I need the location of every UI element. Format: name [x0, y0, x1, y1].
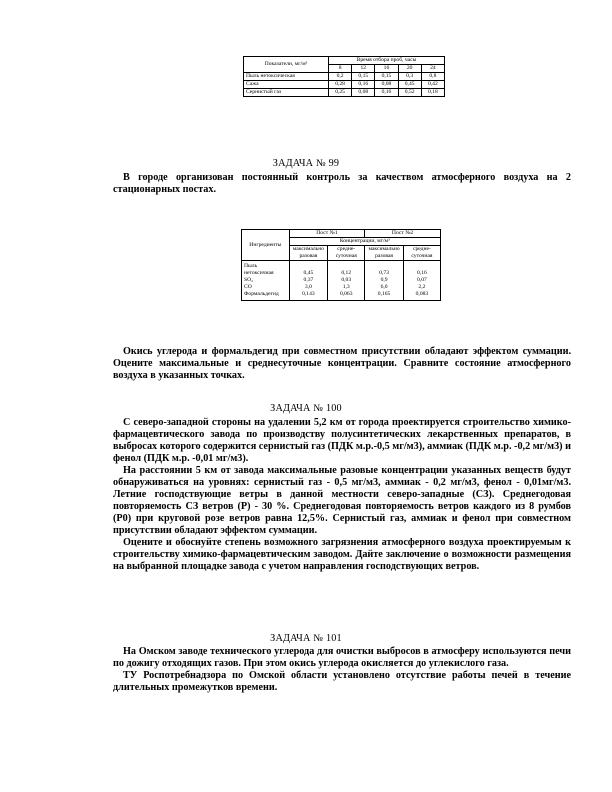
ingredient-name: SO₂	[244, 277, 254, 283]
table1-header-time: Время отбора проб, часы	[329, 57, 445, 65]
task101-body	[113, 646, 571, 694]
task99-intro	[113, 172, 571, 196]
table2-post2: Пост №2	[365, 230, 441, 238]
table1-header-indicator: Показатели, мг/м³	[244, 57, 329, 73]
table1-hour: 24	[421, 65, 444, 73]
cell-value: 2,2	[418, 284, 426, 290]
ingredients-cell	[242, 261, 290, 301]
cell-value: 0,28	[329, 81, 352, 89]
cell-value: 0,063	[339, 291, 353, 297]
posts-concentration-table	[241, 229, 441, 301]
table2-avg2: средне-суточная	[403, 246, 440, 261]
cell-value: 0,08	[375, 81, 398, 89]
table2-col-ingredients: Ингредиенты	[242, 230, 290, 261]
cell-value: 0,16	[352, 81, 375, 89]
cell-value: 0,8	[421, 73, 444, 81]
table2-post1: Пост №1	[289, 230, 365, 238]
cell-value: 0,08	[352, 89, 375, 97]
table2-avg1: средне-суточная	[328, 246, 365, 261]
cell-value: 0,16	[375, 89, 398, 97]
cell-value: 0,083	[415, 291, 429, 297]
cell-value: 0,15	[352, 73, 375, 81]
cell-value: 0,03	[341, 277, 352, 283]
cell-value: 3,0	[304, 284, 312, 290]
task99-outro	[113, 346, 571, 382]
row-name: Пыль нетоксическая	[244, 73, 329, 81]
table-row	[242, 261, 441, 301]
cell-value: 0,25	[329, 89, 352, 97]
task100-paragraph: С северо-западной стороны на удалении 5,2 км от города проектируется строительство химико-фармацевтического завода по производству полусинтетических лекарственных препаратов, в выбросах которого содержится сернистый газ (ПДК м.р.-0,5 мг/м3), аммиак (ПДК м.р. -0,2 мг/м3) и фенол (ПДК м.р. -0,01 мг/м3).	[113, 417, 571, 464]
table1-hour: 20	[398, 65, 421, 73]
table-row	[244, 81, 445, 89]
cell-value: 0,12	[341, 270, 352, 276]
cell-value: 1,3	[342, 284, 350, 290]
cell-value: 0,2	[329, 73, 352, 81]
table-row	[244, 89, 445, 97]
cell-value: 0,165	[377, 291, 391, 297]
p2-avg-cell	[403, 261, 440, 301]
cell-value: 0,45	[303, 270, 314, 276]
cell-value: 0,3	[398, 73, 421, 81]
cell-value: 0,143	[302, 291, 315, 297]
cell-value: 0,15	[375, 73, 398, 81]
table2-max2: максимально разовая	[365, 246, 404, 261]
cell-value: 0,42	[421, 81, 444, 89]
task100-title: ЗАДАЧА № 100	[270, 403, 342, 414]
task100-paragraph: Оцените и обоснуйте степень возможного загрязнения атмосферного воздуха проектируемым к строительству химико-фармацевтическим заводом. Дайте заключение о возможности размещения на выбранной площадке завода с учетом направления господствующих ветров.	[113, 537, 571, 572]
task99-outro-text: Окись углерода и формальдегид при совместном присутствии обладают эффектом суммации. Оцените максимальные и среднесуточные концентрации. Сравните состояние атмосферного воздуха в указанных точках.	[113, 346, 571, 381]
task101-paragraph: На Омском заводе технического углерода для очистки выбросов в атмосферу используются печи по дожигу отходящих газов. При этом окись углерода окисляется до углекислого газа.	[113, 646, 571, 669]
cell-value: 0,9	[380, 277, 388, 283]
cell-value: 0,16	[417, 270, 427, 276]
pollution-by-hour-table	[243, 56, 445, 97]
task101-title: ЗАДАЧА № 101	[270, 633, 342, 644]
task100-paragraph: На расстоянии 5 км от завода максимальные разовые концентрации указанных веществ будут обнаруживаться на уровнях: сернистый газ - 0,5 мг/м3, аммиак - 0,2 мг/м3, фенол - 0,01мг/м3. Летние господствующие ветры в данной местности северо-западные (СЗ). Среднегодовая повторяемость СЗ ветров (Р) - 30 %. Среднегодовая повторяемость ветров каждого из 8 румбов (Р0) при круговой розе ветров равна 12,5%. Сернистый газ, аммиак и фенол при совместном присутствии обладают эффектом суммации.	[113, 465, 571, 536]
p2-max-cell	[365, 261, 404, 301]
cell-value: 0,45	[398, 81, 421, 89]
task100-body	[113, 417, 571, 573]
task99-intro-text: В городе организован постоянный контроль за качеством атмосферного воздуха на 2 стационарных постах.	[113, 172, 571, 195]
row-name: Сажа	[244, 81, 329, 89]
cell-value: 6,0	[380, 284, 388, 290]
ingredient-name: CO	[244, 284, 252, 290]
task99-title: ЗАДАЧА № 99	[272, 158, 340, 169]
cell-value: 0,07	[417, 277, 427, 283]
table-row	[244, 73, 445, 81]
ingredient-name: Формальдегид	[244, 291, 279, 297]
table1-hour: 12	[352, 65, 375, 73]
cell-value: 0,18	[421, 89, 444, 97]
cell-value: 0,73	[379, 270, 389, 276]
ingredient-name: Пыль нетоксичная	[244, 263, 274, 276]
row-name: Сернистый газ	[244, 89, 329, 97]
table2-concentration: Концентрации, мг/м³	[289, 238, 440, 246]
table1-hour: 8	[329, 65, 352, 73]
table1-hour: 16	[375, 65, 398, 73]
table2-max1: максимально разовая	[289, 246, 328, 261]
cell-value: 0,52	[398, 89, 421, 97]
p1-max-cell	[289, 261, 328, 301]
cell-value: 0,37	[303, 277, 314, 283]
p1-avg-cell	[328, 261, 365, 301]
task101-paragraph: ТУ Роспотребнадзора по Омской области установлено отсутствие работы печей в течение длительных промежутков времени.	[113, 670, 571, 693]
